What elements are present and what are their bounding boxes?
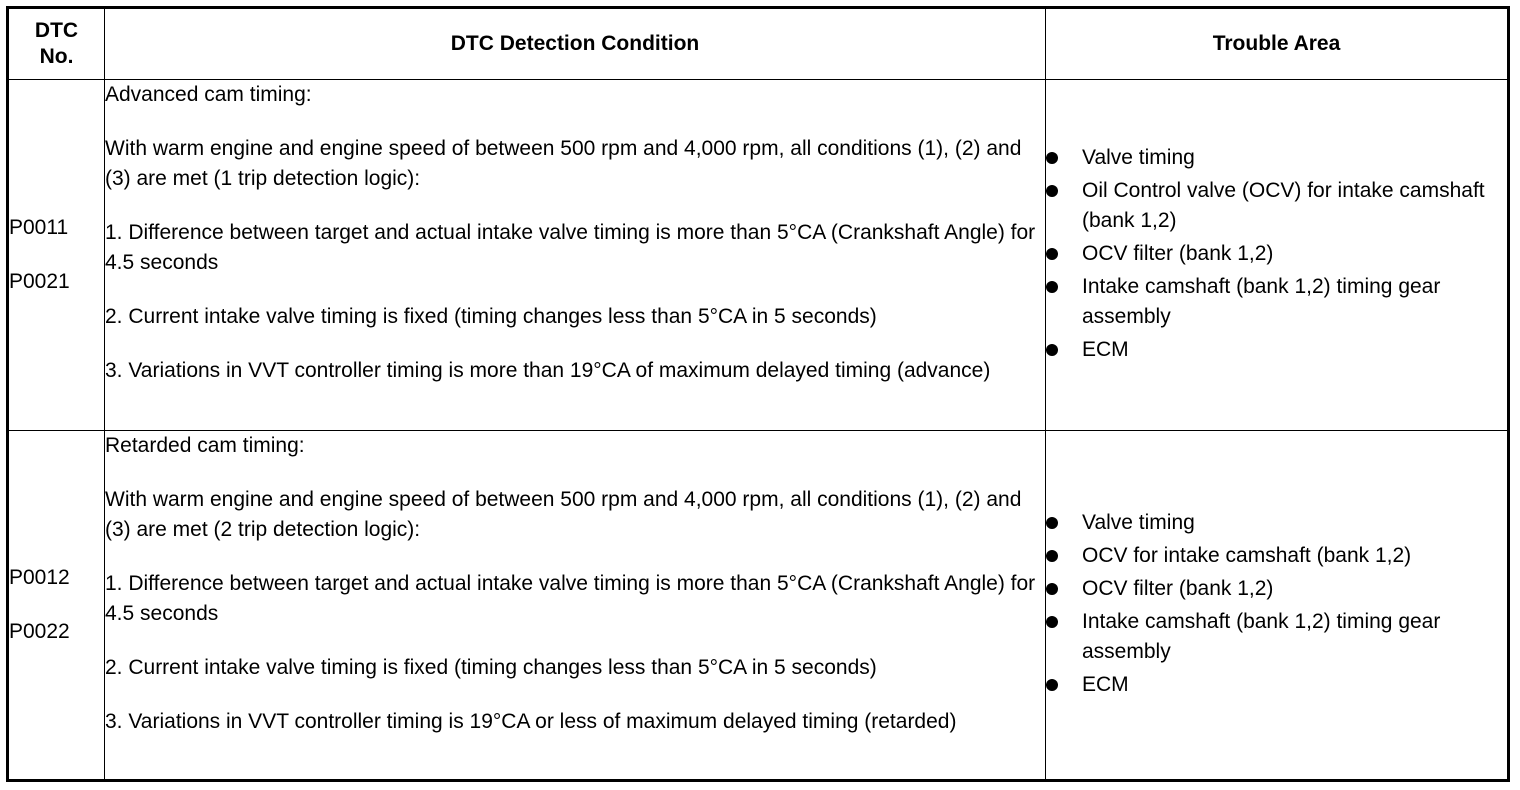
bullet-icon <box>1046 281 1058 293</box>
list-item <box>1046 574 1507 604</box>
condition-item: 2. Current intake valve timing is fixed (timing changes less than 5°CA in 5 seconds) <box>105 305 877 328</box>
condition-item: 3. Variations in VVT controller timing is 19°CA or less of maximum delayed timing (retarded) <box>105 710 957 733</box>
list-item-label: OCV filter (bank 1,2) <box>1082 576 1274 600</box>
bullet-icon <box>1046 616 1058 628</box>
list-item <box>1046 176 1507 236</box>
trouble-area-list <box>1046 143 1507 365</box>
header-dtc-no: DTC No. <box>8 8 105 80</box>
list-item-label: OCV filter (bank 1,2) <box>1082 241 1274 265</box>
header-row <box>8 8 1509 80</box>
bullet-icon <box>1046 550 1058 562</box>
dtc-code-cell <box>8 80 105 431</box>
dtc-code: P0021 <box>9 270 70 293</box>
bullet-icon <box>1046 152 1058 164</box>
list-item-label: ECM <box>1082 672 1129 696</box>
detection-condition-cell <box>105 431 1046 781</box>
dtc-code-cell <box>8 431 105 781</box>
list-item-label: Valve timing <box>1082 145 1195 169</box>
list-item <box>1046 607 1507 667</box>
list-item-label: Valve timing <box>1082 510 1195 534</box>
condition-heading: Retarded cam timing: <box>105 434 305 457</box>
header-detection-condition: DTC Detection Condition <box>105 8 1046 80</box>
trouble-area-cell <box>1046 80 1509 431</box>
list-item <box>1046 239 1507 269</box>
bullet-icon <box>1046 185 1058 197</box>
dtc-code: P0022 <box>9 620 70 643</box>
trouble-area-cell <box>1046 431 1509 781</box>
condition-heading: Advanced cam timing: <box>105 83 312 106</box>
header-trouble-area: Trouble Area <box>1046 8 1509 80</box>
condition-text: With warm engine and engine speed of between 500 rpm and 4,000 rpm, all conditions (1), (2) and (3) are met (1 trip detection logic): <box>105 137 1022 190</box>
list-item <box>1046 541 1507 571</box>
bullet-icon <box>1046 517 1058 529</box>
dtc-table <box>6 6 1510 782</box>
detection-condition-cell <box>105 80 1046 431</box>
list-item-label: Intake camshaft (bank 1,2) timing gear assembly <box>1082 609 1441 663</box>
condition-item: 1. Difference between target and actual intake valve timing is more than 5°CA (Crankshaft Angle) for 4.5 seconds <box>105 572 1036 625</box>
condition-item: 1. Difference between target and actual intake valve timing is more than 5°CA (Crankshaft Angle) for 4.5 seconds <box>105 221 1036 274</box>
bullet-icon <box>1046 248 1058 260</box>
list-item-label: ECM <box>1082 337 1129 361</box>
list-item <box>1046 508 1507 538</box>
table-row <box>8 80 1509 431</box>
list-item <box>1046 335 1507 365</box>
trouble-area-list <box>1046 508 1507 700</box>
list-item <box>1046 143 1507 173</box>
condition-item: 3. Variations in VVT controller timing is more than 19°CA of maximum delayed timing (advance) <box>105 359 991 382</box>
condition-text: With warm engine and engine speed of between 500 rpm and 4,000 rpm, all conditions (1), (2) and (3) are met (2 trip detection logic): <box>105 488 1022 541</box>
list-item <box>1046 272 1507 332</box>
bullet-icon <box>1046 344 1058 356</box>
list-item-label: Intake camshaft (bank 1,2) timing gear assembly <box>1082 274 1441 328</box>
dtc-code: P0012 <box>9 566 70 589</box>
list-item <box>1046 670 1507 700</box>
condition-item: 2. Current intake valve timing is fixed (timing changes less than 5°CA in 5 seconds) <box>105 656 877 679</box>
list-item-label: Oil Control valve (OCV) for intake camshaft (bank 1,2) <box>1082 178 1485 232</box>
table-row <box>8 431 1509 781</box>
dtc-code: P0011 <box>9 216 69 239</box>
bullet-icon <box>1046 679 1058 691</box>
list-item-label: OCV for intake camshaft (bank 1,2) <box>1082 543 1412 567</box>
bullet-icon <box>1046 583 1058 595</box>
